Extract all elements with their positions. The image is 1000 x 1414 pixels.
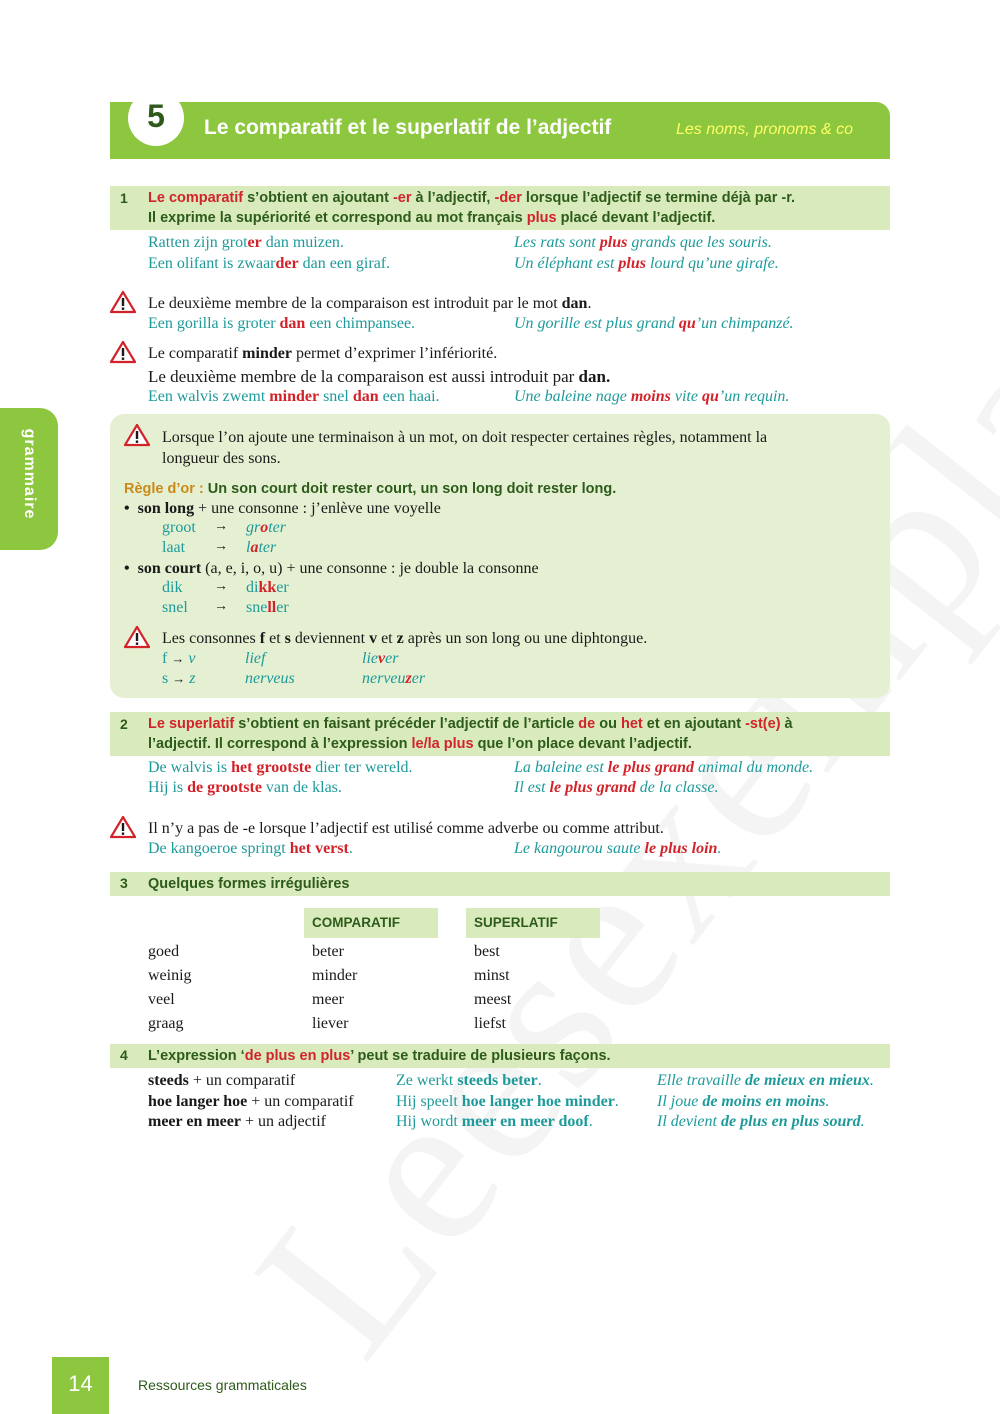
rule-example-result: later [246,539,277,556]
text: lorsque l’adjectif se termine déjà par -r. [521,190,796,206]
term-superlatif: Le superlatif [148,716,235,732]
list-item: Ze werkt steeds beter. [396,1072,542,1089]
rule-example: laat [162,539,186,556]
table-col-comparatif [312,940,357,1036]
rule-example: dik [162,579,183,596]
table-cell: minst [474,967,510,984]
arrow-icon: → [214,579,228,594]
text: Il exprime la supériorité et correspond au mot français [148,210,527,226]
column-header-comparatif: COMPARATIF [304,908,438,938]
table-cell: liefst [474,1015,506,1032]
warning-text-line2: Le deuxième membre de la comparaison est aussi introduit par dan. [148,367,611,386]
example-fr: La baleine est le plus grand animal du monde. [514,759,814,776]
consonant-example-result: nerveuzer [362,670,426,687]
example-nl: De kangoeroe springt het verst. [148,840,353,857]
golden-rule-label: Règle d’or : [124,481,204,497]
expression-col [148,1071,354,1133]
example-nl-col [396,1071,619,1133]
warning-text: Il n’y a pas de -e lorsque l’adjectif est utilisé comme adverbe ou comme attribut. [148,820,664,837]
bullet-son-court: • son court (a, e, i, o, u) + une consonne : je double la consonne [124,560,539,577]
rule-example-result: groter [246,519,287,536]
section2-text: Le superlatif s’obtient en faisant précéder l’adjectif de l’article de ou het et en ajoutant -st(e) à l’adjectif. Il correspond à l’expression le/la plus que l’on place devant l’adjectif. [148,716,793,752]
example-nl: De walvis is het grootste dier ter wereld. [148,759,413,776]
table-cell: graag [148,1015,184,1032]
example-fr: Un gorille est plus grand qu’un chimpanzé. [514,315,794,332]
table-col-base [148,940,192,1036]
suffix-er: -er [392,190,412,206]
suffix-der: -der [494,190,522,206]
chapter-title: Le comparatif et le superlatif de l’adjectif [204,116,612,139]
footer-label: Ressources grammaticales [138,1377,307,1393]
arrow-icon: → [214,539,228,554]
list-item: hoe langer hoe + un comparatif [148,1092,354,1110]
section4-number: 4 [120,1047,128,1063]
text: à l’adjectif, [411,190,495,206]
table-cell: minder [312,967,358,984]
rule-example: snel [162,599,188,616]
word-plus: plus [526,210,557,226]
arrow-icon: → [214,599,228,614]
rule-example-result: sneller [246,599,289,616]
consonant-example-word: nerveus [245,670,295,687]
chapter-subtitle: Les noms, pronoms & co [676,121,853,138]
list-item: Hij wordt meer en meer doof. [396,1113,593,1130]
warning-icon [110,290,136,314]
example-fr: Un éléphant est plus lourd qu’une girafe. [514,255,779,272]
example-fr: Une baleine nage moins vite qu’un requin. [514,388,790,405]
text: s’obtient en ajoutant [243,190,393,206]
section1-number: 1 [120,190,128,206]
page-number: 14 [68,1371,93,1396]
example-fr: Il est le plus grand de la classe. [514,779,719,796]
rule-warning-line1: Lorsque l’on ajoute une terminaison à un mot, on doit respecter certaines règles, notamment la [162,429,768,446]
consonant-example: s → z [162,670,196,687]
column-header-superlatif: SUPERLATIF [466,908,600,938]
bullet-son-long: • son long + une consonne : j’enlève une voyelle [124,500,441,517]
warning-text: Le deuxième membre de la comparaison est introduit par le mot dan. [148,295,592,312]
consonant-example-word: lief [245,650,266,667]
consonant-example: f → v [162,650,196,667]
section4-title: L’expression ‘de plus en plus’ peut se traduire de plusieurs façons. [148,1048,611,1064]
consonant-example-result: liever [362,650,399,667]
table-cell: meest [474,991,512,1008]
golden-rule: Règle d’or : Un son court doit rester court, un son long doit rester long. [124,481,617,497]
rule-example: groot [162,519,196,536]
rule-example-result: dikker [246,579,289,596]
list-item: steeds + un comparatif [148,1072,296,1089]
example-nl: Hij is de grootste van de klas. [148,779,342,796]
table-cell: weinig [148,967,192,984]
arrow-icon: → [214,519,228,534]
warning-icon [110,815,136,839]
chapter-number: 5 [128,90,184,146]
list-item: Elle travaille de mieux en mieux. [657,1072,874,1089]
list-item: meer en meer + un adjectif [148,1113,326,1130]
list-item: Il devient de plus en plus sourd. [657,1113,865,1130]
example-nl: Een olifant is zwaarder dan een giraf. [148,255,391,272]
section2-number: 2 [120,716,128,732]
example-nl: Ratten zijn groter dan muizen. [148,234,344,251]
table-cell: beter [312,943,344,960]
example-fr: Les rats sont plus grands que les souris. [514,234,772,251]
text: placé devant l’adjectif. [556,210,716,226]
example-nl: Een gorilla is groter dan een chimpansee. [148,315,416,332]
table-cell: liever [312,1015,349,1032]
warning-icon [124,625,150,649]
table-cell: best [474,943,500,960]
consonant-rule: Les consonnes f et s deviennent v et z après un son long ou une diphtongue. [162,630,648,647]
table-cell: goed [148,943,180,960]
section1-text [148,188,888,228]
section3-number: 3 [120,875,128,891]
table-cell: veel [148,991,175,1008]
rule-warning-line2: longueur des sons. [162,450,281,467]
side-tab-label: grammaire [21,428,38,520]
section3-title: Quelques formes irrégulières [148,876,350,892]
list-item: Hij speelt hoe langer hoe minder. [396,1092,619,1110]
warning-icon [124,423,150,447]
example-fr: Le kangourou saute le plus loin. [514,840,722,857]
warning-icon [110,340,136,364]
table-col-superlatif [474,940,511,1036]
warning-text: Le comparatif minder permet d’exprimer l’infériorité. [148,345,498,362]
example-fr-col [657,1071,874,1133]
table-cell: meer [312,991,344,1008]
list-item: Il joue de moins en moins. [657,1092,830,1110]
term-comparatif: Le comparatif [148,190,244,206]
example-nl: Een walvis zwemt minder snel dan een haai. [148,388,440,405]
